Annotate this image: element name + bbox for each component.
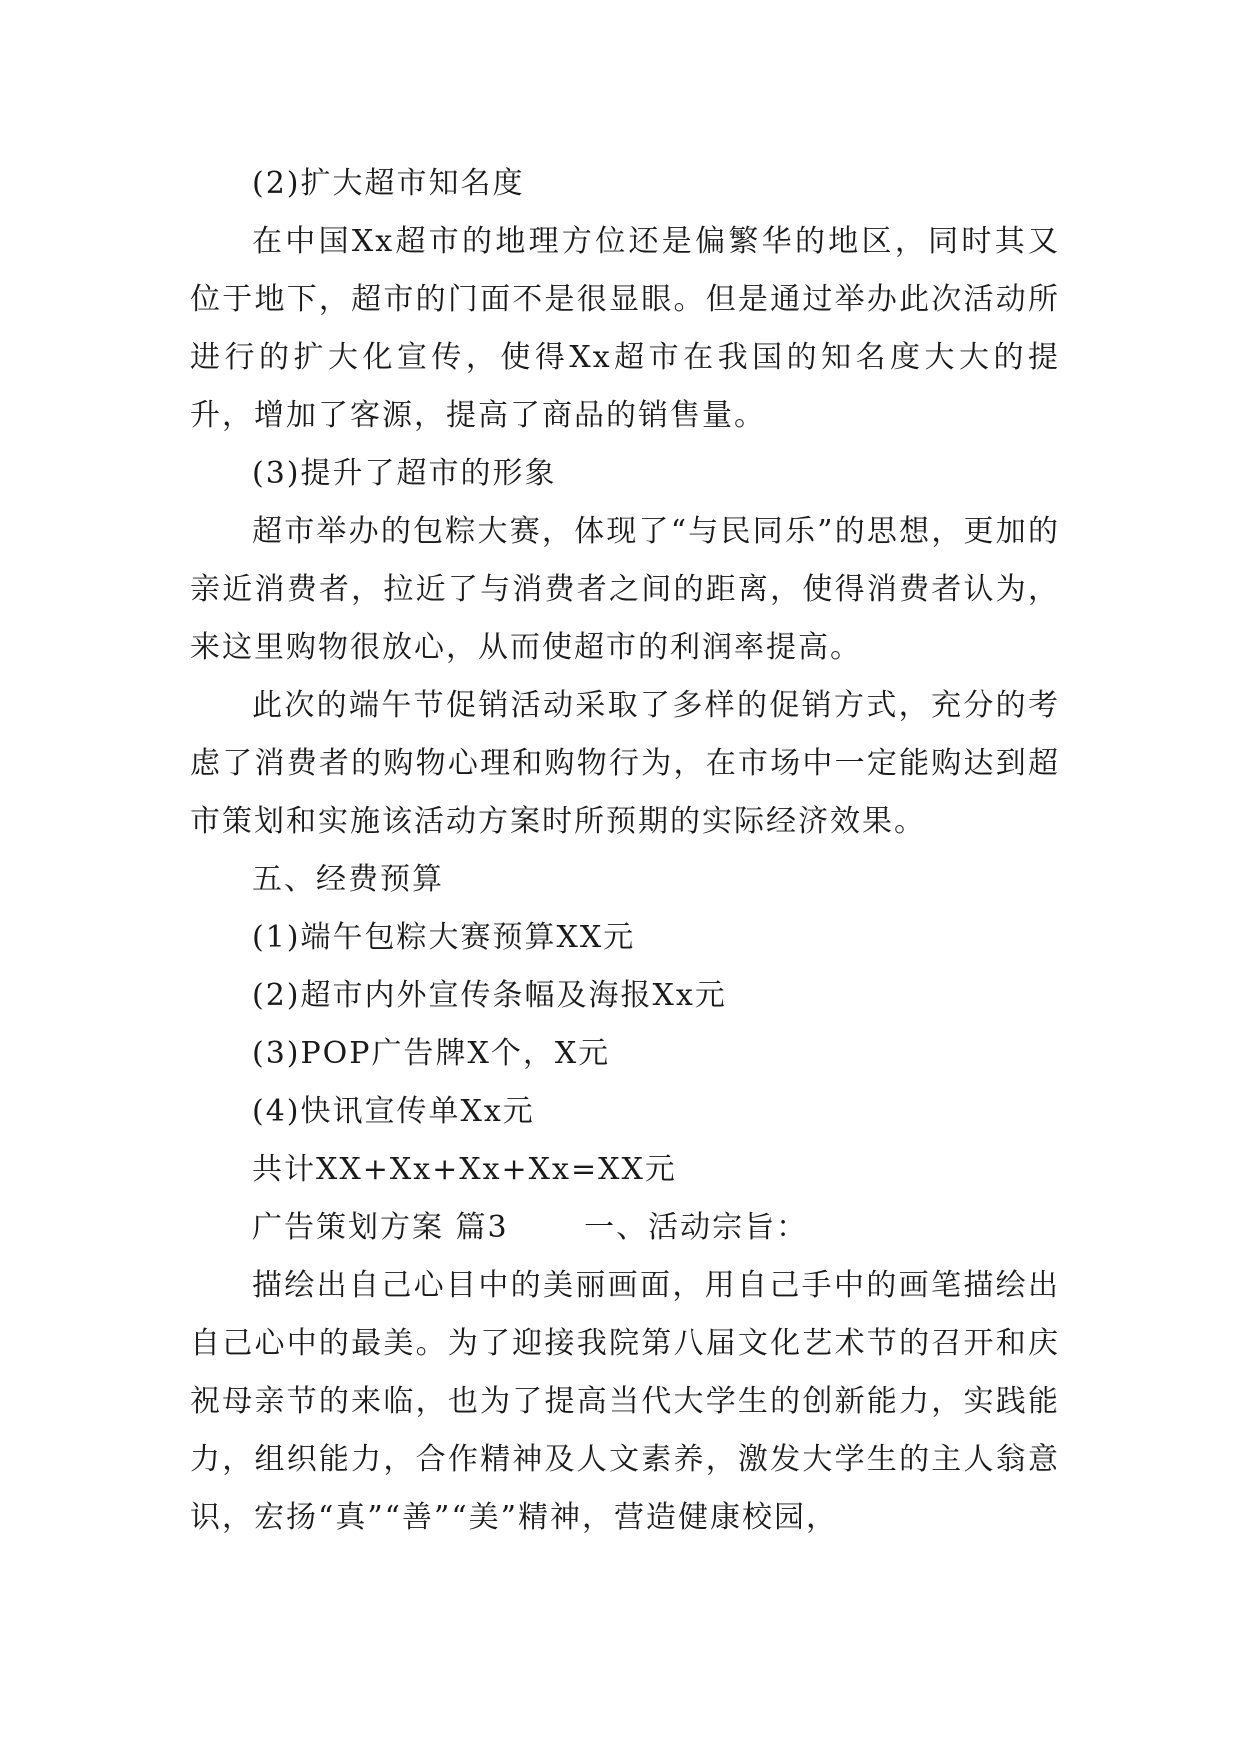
budget-item-2: (2)超市内外宣传条幅及海报Xx元 — [252, 978, 727, 1013]
paragraph-location: 在中国Xx超市的地理方位还是偏繁华的地区，同时其又位于地下，超市的门面不是很显眼。但是通过举办此次活动所进行的扩大化宣传，使得Xx超市在我国的知名度大大的提升，增加了客源，提高了商品的销售量。 — [190, 224, 1060, 433]
section-title-plan-3: 广告策划方案 篇3 一、活动宗旨： — [252, 1210, 809, 1245]
heading-expand-awareness: (2)扩大超市知名度 — [252, 166, 525, 201]
paragraph-promotion-summary: 此次的端午节促销活动采取了多样的促销方式，充分的考虑了消费者的购物心理和购物行为，在市场中一定能购达到超市策划和实施该活动方案时所预期的实际经济效果。 — [190, 688, 1060, 839]
heading-budget: 五、经费预算 — [252, 862, 444, 897]
paragraph-zongzi-contest: 超市举办的包粽大赛，体现了“与民同乐”的思想，更加的亲近消费者，拉近了与消费者之间的距离，使得消费者认为，来这里购物很放心，从而使超市的利润率提高。 — [190, 514, 1060, 665]
budget-item-1: (1)端午包粽大赛预算XX元 — [252, 920, 636, 955]
paragraph-activity-purpose: 描绘出自己心目中的美丽画面，用自己手中的画笔描绘出自己心中的最美。为了迎接我院第八届文化艺术节的召开和庆祝母亲节的来临，也为了提高当代大学生的创新能力，实践能力，组织能力，合作精神及人文素养，激发大学生的主人翁意识，宏扬“真”“善”“美”精神，营造健康校园， — [190, 1268, 1060, 1535]
budget-item-3: (3)POP广告牌X个，X元 — [252, 1036, 611, 1071]
budget-total: 共计XX+Xx+Xx+Xx=XX元 — [252, 1152, 677, 1187]
document-body — [190, 155, 1060, 1547]
budget-item-4: (4)快讯宣传单Xx元 — [252, 1094, 535, 1129]
heading-improve-image: (3)提升了超市的形象 — [252, 456, 557, 491]
